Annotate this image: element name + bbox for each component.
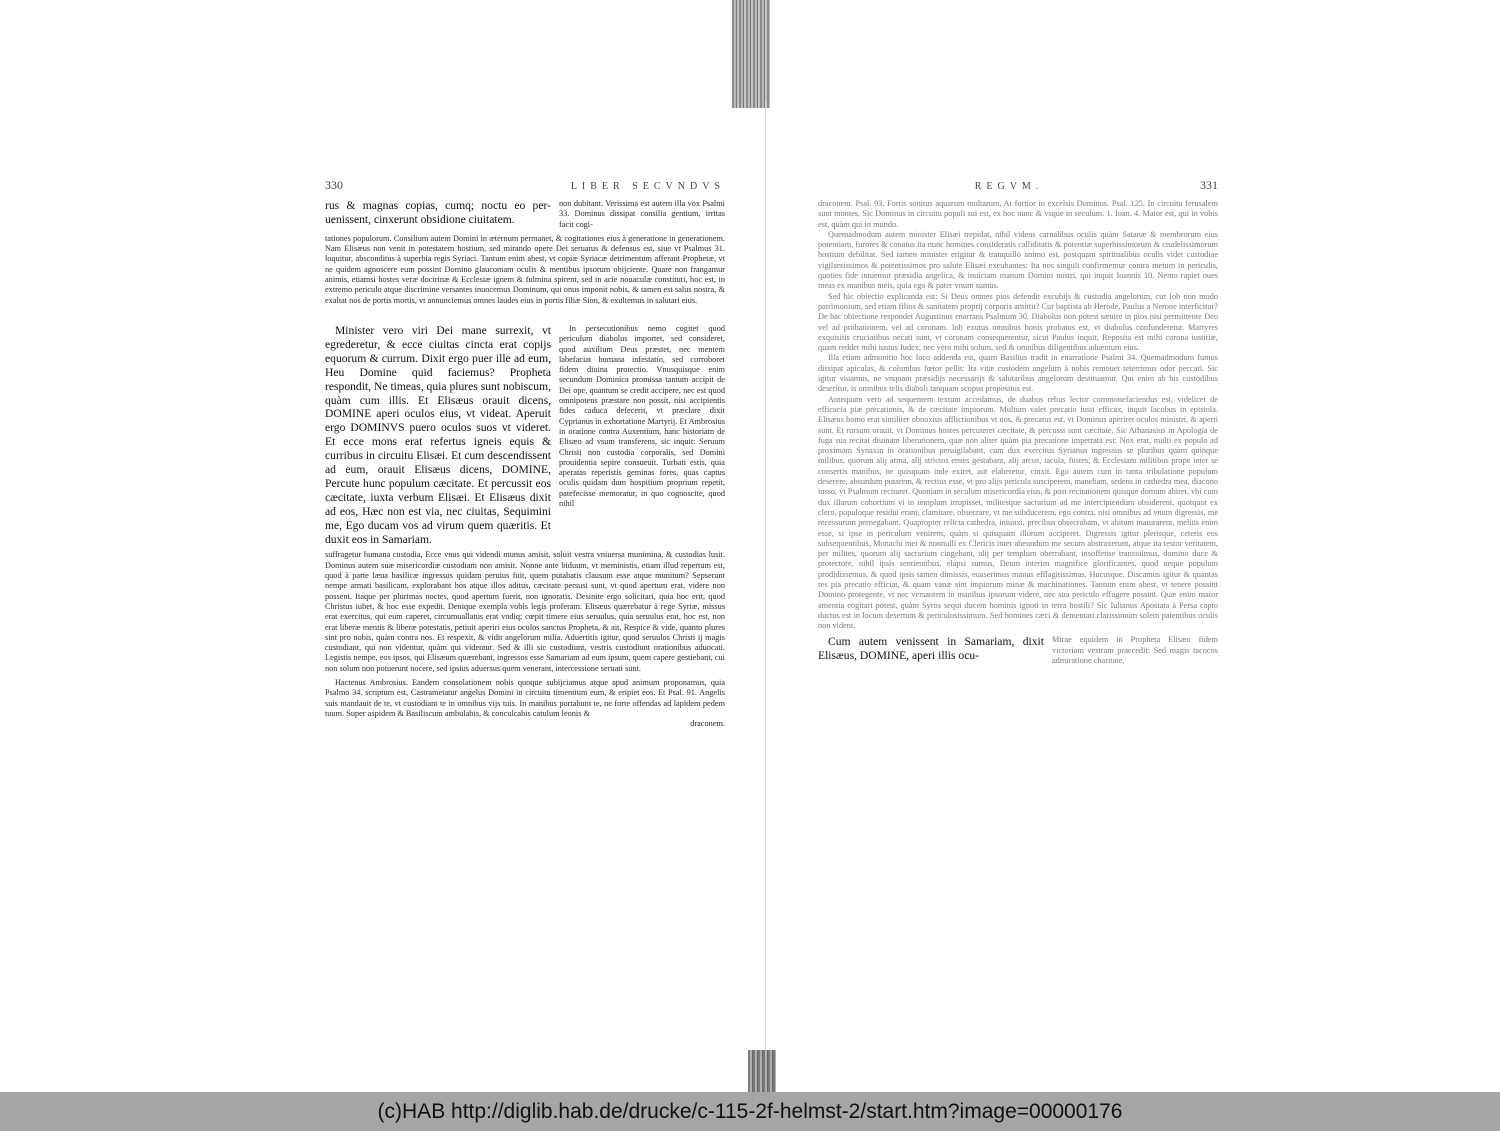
- commentary-paragraph: Antequam vero ad sequentem textum accedamus, de duabus rebus lector commonefaciendus est, videlicet de efficacia piæ precationis, & de cæcitate impiorum. Multum valet precatio iusti efficax, inquit Iacobus in epistola. Elisæus homo erat similiter obnoxius afflictionibus vt nos, & precatus est, vt Dominus aperiret oculos ministri, & aperti sunt. Et rursum orauit, vt Dominus hostes percuteret cæcitate, & percussi sunt cæcitate. Sic Athanasius in Apologia de fuga sua recitat diuinam liberationem, quæ non aliter quàm pia precatione impetrata est: Nox erat, multi ex populo ad proximam Synaxin in orationibus peruigilabant, cum dux exercitus Syrianus ingressus se pluribus quàm quinque milibus, quorum alij arma, alij strictos enses gestabant, alij arcus, iacula, fustes, & Ecclesiam militibus prope inter se consertis manibus, ne quisquam inde exiret, aut elaberetur, cinxit. Ego autem cum in tanta tribulatione populum deserere, absurdum putarem, & rectius esse, vt pro alijs pericula susciperem, manebam, sedens in cathedra mea, diacono iusso, vt Psalmum recitaret. Quoniam in seculum misericordia eius, & post recitationem quisque domum abiret, vbi cum dux illarum cohortium vi in templum irrupisset, militesque sacrarium ad me intercipiendum obsiderent, quotquot ex clero, populoque residui erant, clamitare, obsecrare, vt me subducerem, ego contra, nisi omnibus ad vnum digressis, me recessurum pernegabam. Quapropter relicta cathedra, iniunxi, precibus obsecrabam, vt abitum maturarent, melius enim esse, si ipse in periculum venirem, quàm si quisquam illorum acciperet. Digressis igitur plerisque, ceteris eos subsequentibus, Monachi mei & nonnulli ex Clericis inter abeundum me secum abstraxerunt, atque ita testor veritatem, per milites, quorum alij sacrarium cingebant, alij per templum oberrabant, insoffense transiuimus, domino duce & protectore, nihil ipsis sentientibus, elapsi sumus, Deum interim magnifice glorificantes, quod neque populum prodidissemus, & quod ipsis tamen dimissis, euaserimus manus efflagitissimas. Hucusque. Discamus igitur & quantas res pia precatio efficiat, & quam vanæ sint impiorum minæ & machinationes. Tantum enim abest, vt tenere possint Domino protegente, vt nec versantem in manibus ipsorum videre, nec sua periculo effugere possint. Quæ enim maior amentia cogitari potest, quàm Syros sequi ducem hominis ignoti in terra hostili? Sic Iulianus Apostata à Persa capto ductus est in locum desertum & periculosissimum. Sed homines cæci & dementati clarissimum solem patentibus oculis non vident.: [818, 394, 1218, 631]
- running-head-left: [325, 178, 725, 193]
- scripture-text: Cum autem venissent in Samariam, dixit Elisæus, DOMINE, aperi illis ocu-: [818, 635, 1044, 663]
- binding-gutter-bottom: [748, 1050, 776, 1092]
- side-commentary: Mirae equidem in Propheta Elisæo fidem victoriam vestram praecedit: Sed magis tacocos admiratione charitate,: [1052, 635, 1218, 666]
- opening-block: [325, 199, 725, 230]
- page-edge: [765, 100, 766, 1060]
- catchword: draconem.: [690, 719, 725, 729]
- main-text-continuation: rus & magnas copias, cumq; noctu eo per-uenissent, cinxerunt obsidione ciuitatem.: [325, 199, 551, 226]
- commentary-paragraph: tationes populorum. Consilium autem Domini in æternum permanet, & cogitationes eius à generatione in generationem. Nam Elisæus non venit in potestatem hostium, sed mirando opere Dei seruatus & defensus est, siue vt Psalmus 31. loquitur, absconditus à superbia regis Syriaci. Tantum enim abest, vt copiæ Syriacæ detrimentum afferant Prophetæ, vt ne quidem agnoscere eum possint Domino glaucomam oculis & mentibus ipsorum obijciente. Quare non frangamur animis, etiamsi hostes veræ doctrinæ & Ecclesiæ ignem & fulmina spirent, sed in acie nouaculæ constituti, hoc est, in extremo periculo atque discrimine versantes inuocemus Dominum, qui onus imponit nobis, & tamen est salus nostra, & exaltat nos de portis mortis, vt annunciemus omnes laudes eius in portis filiæ Sion, & exultemus in salutari eius.: [325, 233, 725, 305]
- page-number: 330: [325, 178, 343, 192]
- running-head-right: [818, 178, 1218, 193]
- footer-url-text: (c)HAB http://diglib.hab.de/drucke/c-115-2f-helmst-2/start.htm?image=00000176: [377, 1099, 1123, 1123]
- scripture-text: Minister vero viri Dei mane surrexit, vt egrederetur, & ecce ciuitas cincta erat copijs equorum & currum. Dixit ergo puer ille ad eum, Heu Domine quid faciemus? Propheta respondit, Ne timeas, quia plures sunt nobiscum, quàm cum illis. Et Elisæus orauit dicens, DOMINE aperi oculos eius, vt videat. Aperuit ergo DOMINVS puero oculos suos vt videret. Et ecce mons erat refertus igneis equis & curribus in circuitu Elisæi. Et cum descendissent ad eum, orauit Elisæus dicens, DOMINE, Percute hunc populum cæcitate. Et percussit eos cæcitate, iuxta verbum Elisæi. Et Elisæus dixit ad eos, Hæc non est via, nec ciuitas, Sequimini me, Ego ducam vos ad virum quem quæritis. Et duxit eos in Samariam.: [325, 323, 551, 546]
- commentary-paragraph: Sed hic obiectio explicanda est: Si Deus omnes pios defendit excubijs & custodia angelorum, cur Iob non modo patrimonium, sed etiam filios & sanitatem proprij corporis amittit? Cur baptista ab Herode, Paulus a Nerone interficitur? De hac obiectione respondet Augustinus enarrans Psalmum 30. Diabolus non potest sæuire in pios nisi permittente Deo vel ad probationem, vel ad coronam. Iob exutus omnibus bonis probatus est, vt diabolus confunderetur. Martyres exquisitis cruciatibus necati sunt, vt coronam consequerentur, sicut Paulus inquit, Reposita est mihi corona iustitiæ, quam reddet mihi iustus Iudex, nec vero mihi solum, sed & omnibus diligentibus aduentum eius.: [818, 291, 1218, 353]
- binding-gutter-top: [732, 0, 770, 108]
- commentary-paragraph: Hactenus Ambrosius. Eandem consolationem nobis quoque subijciamus atque apud animum proponamus, quia Psalmo 34. scriptum est, Castrametatur angelus Domini in circuitu timentium eum, & eripiet eos. Et Psal. 91. Angelis suis mandauit de te, vt custodiant te in omnibus vijs tuis. In manibus portabunt te, ne forte offendas ad lapidem pedem tuum. Super aspidem & Basiliscum ambulabis, & conculcabis catulum leonis &: [325, 678, 725, 718]
- scripture-block: [325, 324, 725, 547]
- running-title: REGVM.: [974, 181, 1044, 192]
- commentary-paragraph: Quemadmodum autem minister Elisæi trepidat, nihil videns carnalibus oculis quàm Satanæ & membrorum eius potentiam, furores & conatus ita nunc homines consideratis calliditatis & potentiæ superbissimorum & crudelissimorum hostium debilitat. Sed tamen minister erigitur & tranquillo animo est, postquam spiritualibus oculis videt custodiae vigilantissimos & potentissimos pro salute Elisæi excubantes: Ita nos singuli confirmemur contra metum in periculis, quoties fide intuemur præsidia angelica, & inuictam manum Domini nostri, qui inquit Ioannis 10. Nemo rapiet oues meas ex manibus meis, quia ego & pater vnum sumus.: [818, 229, 1218, 291]
- right-page: [818, 178, 1218, 666]
- commentary-paragraph: Illa etiam admonitio hoc loco addenda est, quam Basilius tradit in enarratione Psalmi 34. Quemadmodum fumus dissipat apiculas, & columbas fœtor pellit: Ita vitæ custodem angelum à nobis remouet teterrimus odor peccati. Sic igitur viuamus, ne vnquam præsidijs necessarijs & salutaribus angelorum destituamur. Qui enim ab his custodibus deseritur, is omnibus telis diaboli tanquam scopus propositus est.: [818, 353, 1218, 394]
- copyright-footer: [0, 1092, 1500, 1131]
- commentary-paragraph: suffragetur humana custodia, Ecce vnus qui videndi munus amisit, soluit vestra vniuersa munimina, & custodias lusit. Dominus autem suæ misericordiæ custodiam non amisit. Nonne ante biduum, vt meministis, etiam illud repertum est, quod à parte læua basilicæ ingressus quidam peruius fuit, quem putabatis clausum esse atque munitum? Sepserunt nempe armati basilicam, explorabant hos atque illos aditus, cæcitate persusi sunt, vt quod apertum erat, videre non possent. Itaque per plurimas noctes, quod apertum fuerit, non ignoratis. Desinite ergo solicitari, quia hoc erit, quod Christus iubet, & hoc esse expedit. Denique exempla vobis legis proferam. Elisæus quærebatur à rege Syriæ, missus erat exercitus, qui eum caperet, circumuallatus erat vndiq; cœpit timere eius seruulus, quia seruulus erat, hoc est, non erat liberæ mentis & liberæ potestatis, petiuit aperiri eius oculos sanctus Propheta, & ait, Respice & vide, quanto plures sint pro nobis, quàm contra nos. Et respexit, & vidit angelorum milia. Aduertitis igitur, quod seruulos Christi ij magis custodiant, qui non videntur, quàm qui videntur. Sed & illi sic custodiunt, vestris custodiunt orationibus aduocati. Legistis nempe, eos ipsos, qui Elisæum quærebant, ingressos esse Samariam ad eum ipsum, quem capere gestiebant, cui non solum non potuerunt nocere, sed ipsius aduersus quem venerant, intercessione seruati sunt.: [325, 550, 725, 673]
- side-commentary: In persecutionibus nemo cogitet quod periculum diabolus importet, sed consideret, quod auxilium Deus præstet, nec mentem labefaciat humana infestatio, sed corroboret fidem diuina protectio. Vnusquisque enim secundum Dominica promissa tantum accipit de Dei ope, quantum se credit accipere, nec est quod omnipotens præstare non possit, nisi accipientis fides caduca defecerit, vt præclare dixit Cyprianus in exhortatione Martyrij. Et Ambrosius in oratione contra Auxentium, hanc historiam de Elisæo ad vsum transferens, sic inquit: Seruum Christi non custodia corporalis, sed Domini prouidentia sepire consueuit. Turbati estis, quia aperatas reperistis geminas fores, quas captus oculis quidam dum hospitium proprium repetit, patefecisse memoratur, in quo cognoscite, quod nihil: [559, 323, 725, 509]
- commentary-side: non dubitant. Verissima est autem illa vox Psalmi 33. Dominus dissipat consilia gentium, irritas facit cogi-: [559, 199, 725, 229]
- running-title: LIBER SECVNDVS: [570, 181, 725, 192]
- left-page: [325, 178, 725, 737]
- commentary-paragraph: draconem. Psal. 93. Fortis sonitus aquarum multarum, At fortior in excelsis Dominus. Psal. 125. In circuitu Ierusalem sunt montes, Sic Dominus in circuitu populi sui est, ex hoc nunc & vsque in seculum. 1. Ioan. 4. Maior est, qui in vobis est, quàm qui in mundo.: [818, 199, 1218, 229]
- scripture-block: [818, 635, 1218, 666]
- page-number: 331: [1200, 178, 1218, 192]
